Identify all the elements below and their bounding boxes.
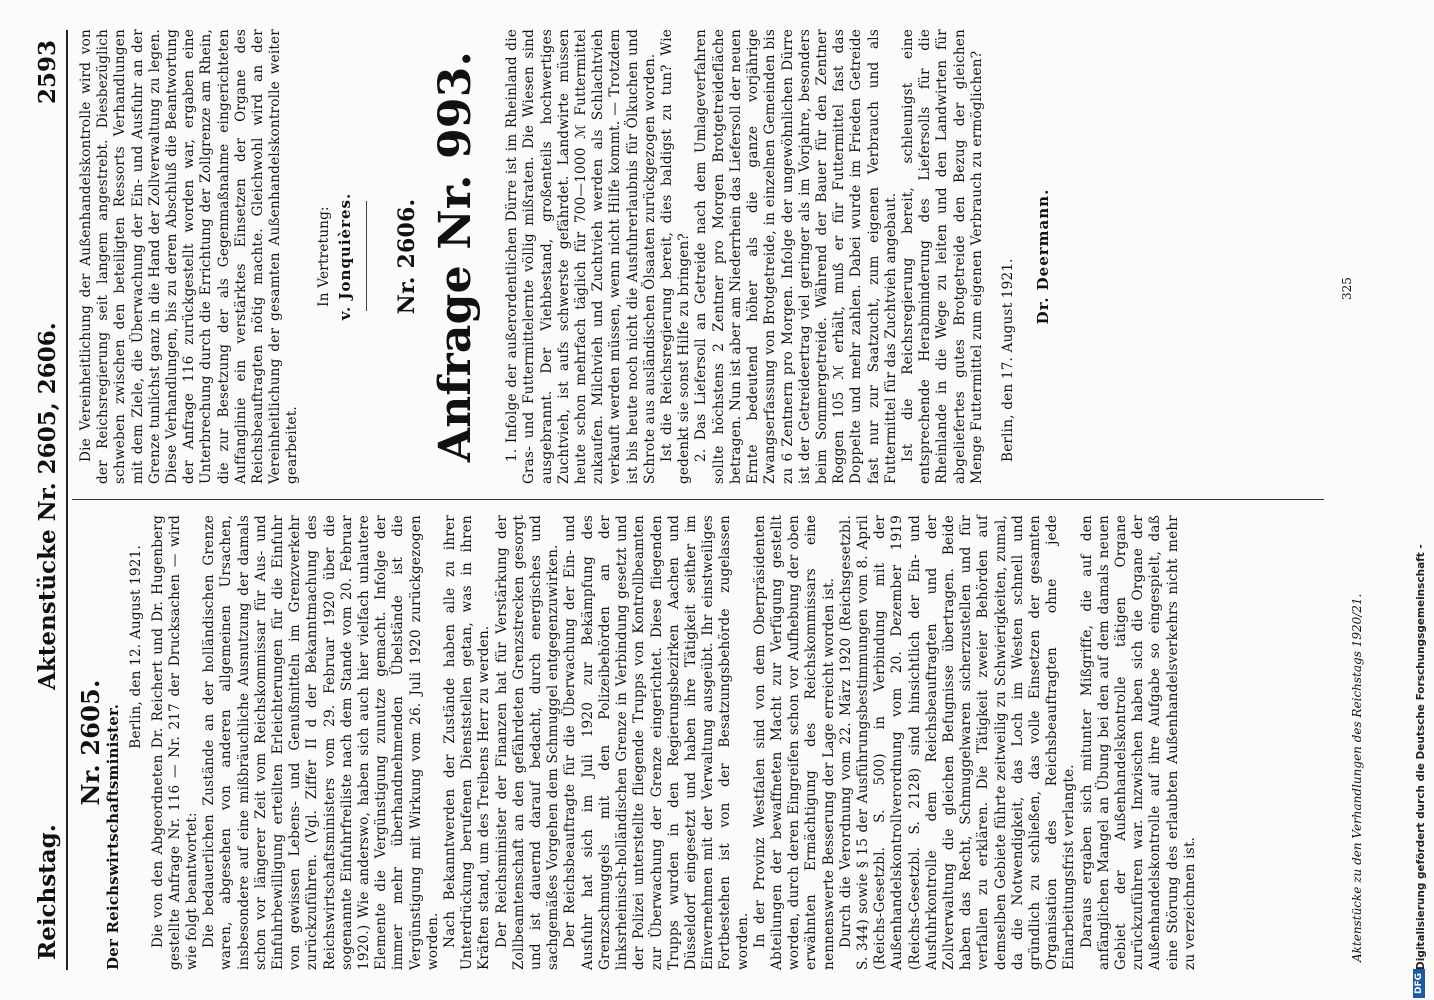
paragraph: In der Provinz Westfalen sind von dem Oberpräsidenten Abteilungen der bewaffneten Macht zur Verfügung gestellt worden, durch deren Eingreifen schon vor Aufhebung der oben erwähnten Ermächtigung des Reichskommissars eine nennenswerte Besserung der Lage erreicht worden ist. <box>751 515 837 970</box>
header-rule <box>66 30 68 970</box>
column-divider <box>72 499 1324 500</box>
paragraph: Der Reichsminister der Finanzen hat für Verstärkung der Zollbeamtenschaft an den gefährdeten Grenzstrecken gesorgt und ist dauernd darauf bedacht, durch energisches und sachgemäßes Vorgehen dem Schmuggel entgegenzuwirken. <box>493 515 562 970</box>
header-title: Aktenstücke Nr. 2605, 2606. <box>34 322 61 690</box>
document-date: Berlin, den 17. August 1921. <box>999 258 1016 462</box>
right-column <box>78 29 1062 484</box>
addressee: Der Reichswirtschaftsminister. <box>104 703 123 970</box>
paragraph: Daraus ergaben sich mitunter Mißgriffe, die auf den anfänglichen Mangel an Übung bei den auf dem damals neuen Gebiet der Außenhandelskontrolle tätigen Organe zurückzuführen war. Inzwischen haben sich die Organe der Außenhandelskontrolle auf ihre Aufgabe so eingespielt, daß eine Störung des erlaubten Außenhandelsverkehrs nicht mehr zu verzeichnen ist. <box>1078 515 1198 970</box>
paragraph: Die Vereinheitlichung der Außenhandelskontrolle wird von der Reichsregierung seit langem angestrebt. Diesbezüglich schweben zwischen den beteiligten Ressorts Verhandlungen mit dem Ziele, die Überwachung der Ein- und Ausfuhr an der Grenze tunlichst ganz in die Hand der Zollverwaltung zu legen. Diese Verhandlungen, bis zu deren Abschluß die Beantwortung der Anfrage 116 zurückgestellt worden war, ergaben eine Unterbrechung durch die Errichtung der Zollgrenze am Rhein, die zur Besetzung der als Gegenmaßnahme eingerichteten Auffanglinie ein verstärktes Einsetzen der Organe des Reichsbeauftragten nötig machte. Gleichwohl wird an der Vereinheitlichung der gesamten Außenhandelskontrolle weiter gearbeitet. <box>78 29 301 484</box>
footer-note: Aktenstücke zu den Verhandlungen des Reichstags 1920/21. <box>1350 593 1364 962</box>
left-column <box>78 515 1199 970</box>
paragraph: Die bedauerlichen Zustände an der holländischen Grenze waren, abgesehen von anderen allgemeinen Ursachen, insbesondere auf eine mißbräuchliche Ausnutzung der damals schon vor längerer Zeit vom Reichskommissar für Aus- und Einfuhrbewilligung erteilten Erleichterungen für die Einfuhr von gewissen Lebens- und Genußmitteln im Grenzverkehr zurückzuführen. (Vgl. Ziffer II d der Bekanntmachung des Reichswirtschaftsministers vom 29. Februar 1920 über die sogenannte Einfuhrfreiliste nach dem Stande vom 20. Februar 1920.) Wie anderswo, haben sich auch hier vielfach unlautere Elemente die Vergünstigung zunutze gemacht. Infolge der immer mehr überhandnehmenden Übelstände ist die Vergünstigung mit Wirkung vom 26. Juli 1920 zurückgezogen worden. <box>201 515 441 970</box>
paragraph: Die von den Abgeordneten Dr. Reichert und Dr. Hugenberg gestellte Anfrage Nr. 116 — Nr. 217 der Drucksachen — wird wie folgt beantwortet: <box>149 515 201 970</box>
document-number: Nr. 2606. <box>394 198 421 315</box>
page-header <box>34 40 64 960</box>
paragraph: Ist die Reichsregierung bereit, schleunigst eine entsprechende Herabminderung des Liefersolls für die Rheinlande in die Wege zu leiten und den Landwirten für abgeliefertes gutes Brotgetreide den Bezug der gleichen Menge Futtermittel zum eigenen Verbrauch zu ermöglichen? <box>899 29 985 484</box>
paragraph: Der Reichsbeauftragte für die Überwachung der Ein- und Ausfuhr hat sich im Juli 1920 zur Bekämpfung des Grenzschmuggels mit den Polizeibehörden an der linksrheinisch-holländischen Grenze in Verbindung gesetzt und der Polizei unterstellte fliegende Trupps von Kontrollbeamten zur Überwachung der Grenze eingerichtet. Diese fliegenden Trupps wurden in den Regierungsbezirken Aachen und Düsseldorf eingesetzt und haben ihre Tätigkeit seither im Einvernehmen mit der Verwaltung ausgeübt. Ihr einstweiliges Fortbestehen ist von der Besatzungsbehörde zugelassen worden. <box>562 515 751 970</box>
digitization-credit: Digitalisierung gefördert durch die Deutsche Forschungsgemeinschaft - <box>1415 544 1427 970</box>
document-date: Berlin, den 12. August 1921. <box>128 545 145 749</box>
paragraph: Ist die Reichsregierung bereit, dies baldigst zu tun? Wie gedenkt sie sonst Hilfe zu bringen? <box>659 29 693 484</box>
paragraph: Durch die Verordnung vom 22. März 1920 (Reichsgesetzbl. S. 344) sowie § 15 der Ausführungsbestimmungen vom 8. April (Reichs-Gesetzbl. S. 500) in Verbindung mit der Außenhandelskontrollverordnung vom 20. Dezember 1919 (Reichs-Gesetzbl. S. 2128) sind hinsichtlich der Ein- und Ausfuhrkontrolle dem Reichsbeauftragten und der Zollverwaltung die gleichen Befugnisse übertragen. Beide haben das Recht, Schmuggelwaren sicherzustellen und für verfallen zu erklären. Die Tätigkeit zweier Behörden auf demselben Gebiete führte zeitweilig zu Schwierigkeiten, zumal, da die Notwendigkeit, das Loch im Westen schnell und gründlich zu schließen, das volle Einsetzen der gesamten Organisation des Reichsbeauftragten ohne jede Einarbeitungsfrist verlangte. <box>837 515 1078 970</box>
section-rule <box>366 202 367 312</box>
sheet-number: 325 <box>1340 277 1354 300</box>
document-number: Nr. 2605. <box>76 679 105 806</box>
paragraph: Nach Bekanntwerden der Zustände haben alle zu ihrer Unterdrückung berufenen Dienststellen getan, was in ihren Kräften stand, um des Treibens Herr zu werden. <box>442 515 493 970</box>
signature-name: v. Jonquières. <box>335 192 354 321</box>
inquiry-title: Anfrage Nr. 993. <box>430 50 482 463</box>
header-left: Reichstag. <box>34 824 61 960</box>
signature-label: In Vertretung: <box>315 206 332 307</box>
signature-name: Dr. Deermann. <box>1034 188 1053 325</box>
paragraph: 1. Infolge der außerordentlichen Dürre ist im Rheinland die Gras- und Futtermittelernte völlig mißraten. Die Wiesen sind ausgebrannt. Der Viehbestand, großenteils hochwertiges Zuchtvieh, ist aufs schwerste gefährdet. Landwirte müssen heute schon mehrfach täglich für 700—1000 ℳ Futtermittel zukaufen. Milchvieh und Zuchtvieh werden als Schlachtvieh verkauft werden müssen, wenn nicht Hilfe kommt. — Trotzdem ist bis heute noch nicht die Ausfuhrerlaubnis für Ölkuchen und Schrote aus ausländischen Ölsaaten zurückgezogen worden. <box>504 29 658 484</box>
digitization-strip <box>1410 0 1434 1000</box>
dfg-logo: DFG <box>1413 969 1425 998</box>
page-number: 2593 <box>34 40 61 105</box>
paragraph: 2. Das Liefersoll an Getreide nach dem Umlageverfahren sollte höchstens 2 Zentner pro Morgen Brotgetreidefläche betragen. Nun ist aber am Niederrhein das Liefersoll der neuen Ernte bedeutend höher als die ganze vorjährige Zwangserfassung von Brotgetreide, in einzelnen Gemeinden bis zu 6 Zentnern pro Morgen. Infolge der ungewöhnlichen Dürre ist der Getreideertrag viel geringer als im Vorjahre, besonders beim Sommergetreide. Während der Bauer für den Zentner Roggen 105 ℳ erhält, muß er für Futtermittel fast das Doppelte und mehr zahlen. Dabei wurde im Frieden Getreide fast nur zur Saatzucht, zum eigenen Verbrauch und als Futtermittel für das Zuchtvieh angebaut. <box>693 29 899 484</box>
